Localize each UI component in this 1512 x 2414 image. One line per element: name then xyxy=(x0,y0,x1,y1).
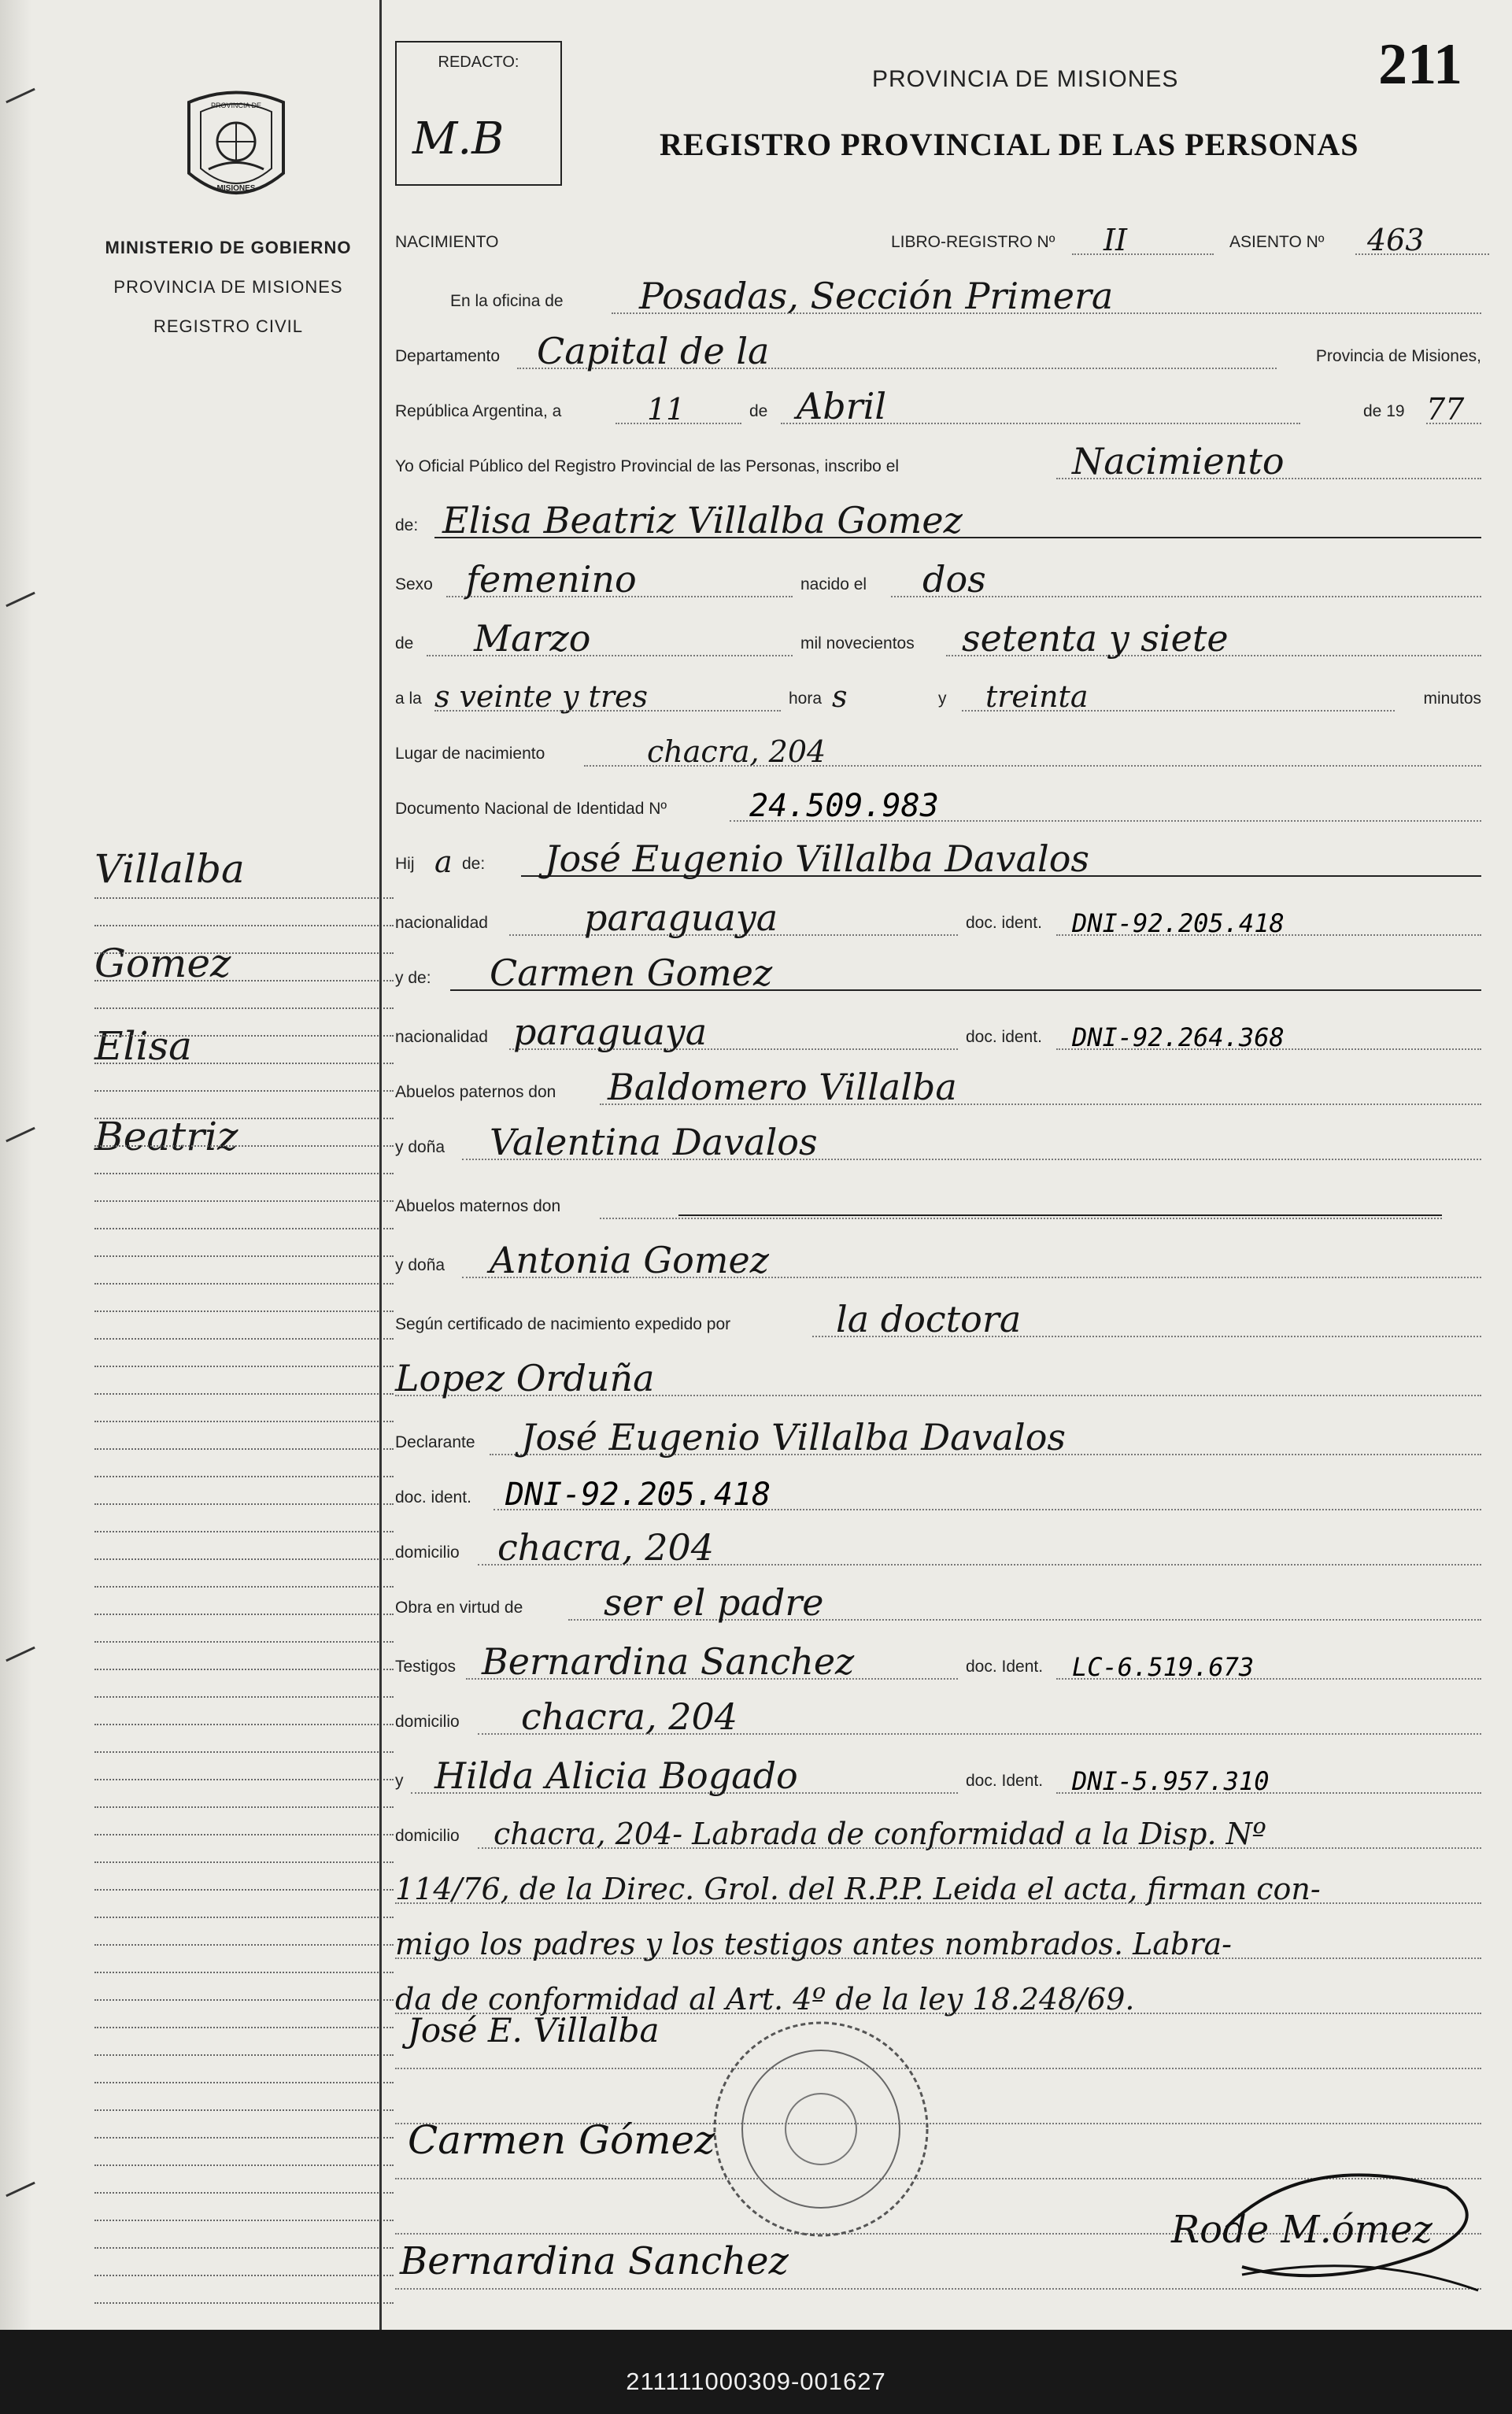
sidebar-ruled-line xyxy=(94,1972,394,1973)
father-nationality-row xyxy=(395,893,1481,941)
crest-label-top: PROVINCIA DE xyxy=(210,102,262,109)
and-of-label: y de: xyxy=(395,969,431,987)
note-line-3: da de conformidad al Art. 4º de la ley 18.248/69. xyxy=(395,1982,1135,2017)
sidebar-ruled-line xyxy=(94,1861,394,1863)
birthplace-value: chacra, 204 xyxy=(647,734,826,769)
witness2-doc-label: doc. Ident. xyxy=(966,1772,1044,1790)
born-month-row xyxy=(395,614,1481,661)
sidebar-ruled-line xyxy=(94,1669,394,1670)
province-heading: PROVINCIA DE MISIONES xyxy=(113,277,343,297)
witness2-prefix: y xyxy=(395,1772,404,1790)
binding-edge xyxy=(0,0,31,2330)
civil-registry-heading: REGISTRO CIVIL xyxy=(153,316,304,336)
witness1-domicile: chacra, 204 xyxy=(521,1695,738,1738)
witnesses-label: Testigos xyxy=(395,1658,457,1676)
sidebar-ruled-line xyxy=(94,1173,394,1174)
sidebar-ruled-line xyxy=(94,1118,394,1119)
sex-label: Sexo xyxy=(395,575,433,593)
sidebar-ruled-line xyxy=(94,1228,394,1229)
sidebar-ruled-line xyxy=(94,1696,394,1698)
father-doc: DNI-92.205.418 xyxy=(1072,908,1285,938)
child-of-suffix: a xyxy=(434,845,453,879)
sidebar-ruled-line xyxy=(94,1751,394,1753)
witness2-domicile-row xyxy=(395,1806,1481,1854)
born-day-value: dos xyxy=(922,558,986,601)
paternal-grandfather-row xyxy=(395,1063,1481,1110)
sidebar-ruled-line xyxy=(94,1255,394,1257)
sidebar-ruled-line xyxy=(94,1448,394,1450)
witness2-name: Hilda Alicia Bogado xyxy=(434,1754,798,1797)
record-header-row xyxy=(395,213,1481,260)
mother-nationality-row xyxy=(395,1007,1481,1055)
declarant-doc-label: doc. ident. xyxy=(395,1488,471,1506)
province-crest-icon xyxy=(177,87,295,213)
birthplace-row xyxy=(395,724,1481,771)
sidebar-ruled-line xyxy=(94,2137,394,2139)
page-number: 211 xyxy=(1378,32,1462,97)
crest-label-bottom: MISIONES xyxy=(216,184,256,193)
sidebar-ruled-line xyxy=(94,2109,394,2111)
sidebar-ruled-line xyxy=(94,1007,394,1009)
department-value: Capital de la xyxy=(537,330,770,372)
witness1-doc-label: doc. Ident. xyxy=(966,1658,1044,1676)
given-name-1: Elisa xyxy=(94,1023,192,1069)
sidebar-ruled-line xyxy=(94,1641,394,1643)
office-label: En la oficina de xyxy=(450,292,564,310)
note-row-1 xyxy=(395,1861,1481,1909)
declarant-domicile-row xyxy=(395,1523,1481,1570)
declarant-value: José Eugenio Villalba Davalos xyxy=(521,1416,1067,1458)
sidebar-ruled-line xyxy=(94,1338,394,1340)
acting-label: Obra en virtud de xyxy=(395,1599,523,1617)
certificate-value-2: Lopez Orduña xyxy=(395,1357,655,1399)
child-name-row xyxy=(395,496,1481,543)
note-row-2 xyxy=(395,1917,1481,1964)
father-nationality-label: nacionalidad xyxy=(395,914,488,932)
sidebar-ruled-line xyxy=(94,1999,394,2001)
note-line-2: migo los padres y los testigos antes nombrados. Labra- xyxy=(395,1927,1232,1961)
witness1-domicile-row xyxy=(395,1692,1481,1739)
born-year-value: setenta y siete xyxy=(962,617,1229,660)
officer-signature-flourish-icon xyxy=(1211,2157,1486,2298)
republic-label: República Argentina, a xyxy=(395,402,562,420)
born-month-value: Marzo xyxy=(474,617,591,660)
acting-value: ser el padre xyxy=(604,1581,824,1624)
mother-doc: DNI-92.264.368 xyxy=(1072,1022,1285,1052)
sidebar-ruled-line xyxy=(94,2302,394,2304)
mother-nationality-label: nacionalidad xyxy=(395,1028,488,1046)
at-label: a la xyxy=(395,689,422,708)
paternal-label: Abuelos paternos don xyxy=(395,1083,556,1101)
born-label: nacido el xyxy=(800,575,867,593)
witness1-name: Bernardina Sanchez xyxy=(482,1640,855,1683)
hours-suffix: s xyxy=(832,679,848,714)
inscription-value: Nacimiento xyxy=(1072,440,1285,482)
sidebar-ruled-line xyxy=(94,1035,394,1037)
certificate-row-2 xyxy=(395,1354,1481,1401)
registry-title: REGISTRO PROVINCIAL DE LAS PERSONAS xyxy=(660,127,1359,162)
sidebar-ruled-line xyxy=(94,1779,394,1780)
sidebar-ruled-line xyxy=(94,2082,394,2083)
maternal-grandmother-row xyxy=(395,1236,1481,1283)
officer-text: Yo Oficial Público del Registro Provincial de las Personas, inscribo el xyxy=(395,457,900,475)
sidebar-ruled-line xyxy=(94,1834,394,1835)
month-value: Abril xyxy=(797,385,887,427)
mother-nationality: paraguaya xyxy=(513,1011,708,1053)
sidebar-ruled-line xyxy=(94,1917,394,1918)
paternal-grandfather: Baldomero Villalba xyxy=(608,1066,957,1108)
ministry-heading: MINISTERIO DE GOBIERNO xyxy=(105,238,352,257)
note-line-1: 114/76, de la Direc. Grol. del R.P.P. Leida el acta, firman con- xyxy=(395,1872,1321,1906)
date-row xyxy=(395,382,1481,429)
sidebar-ruled-line xyxy=(94,1366,394,1367)
sidebar-ruled-line xyxy=(94,1200,394,1202)
sidebar-ruled-line xyxy=(94,952,394,954)
officer-row xyxy=(395,437,1481,484)
declarant-doc-row xyxy=(395,1468,1481,1515)
acting-row xyxy=(395,1578,1481,1625)
dni-label: Documento Nacional de Identidad Nº xyxy=(395,800,667,818)
declarant-domicile: chacra, 204 xyxy=(497,1526,715,1569)
of-label: de: xyxy=(395,516,419,534)
sidebar-ruled-line xyxy=(94,1393,394,1395)
hours-label: hora xyxy=(789,689,823,708)
record-type-label: NACIMIENTO xyxy=(395,233,499,251)
sidebar-ruled-line xyxy=(94,1476,394,1477)
witness1-domicile-label: domicilio xyxy=(395,1713,460,1731)
time-row xyxy=(395,669,1481,716)
mother-row xyxy=(395,948,1481,996)
maternal-label: Abuelos maternos don xyxy=(395,1197,561,1215)
father-doc-label: doc. ident. xyxy=(966,914,1042,932)
sidebar xyxy=(31,0,378,2330)
witness2-doc: DNI-5.957.310 xyxy=(1072,1766,1270,1796)
signature-witness: Bernardina Sanchez xyxy=(400,2239,789,2283)
declarant-domicile-label: domicilio xyxy=(395,1543,460,1562)
sidebar-ruled-line xyxy=(94,980,394,981)
surname-2: Gomez xyxy=(94,941,231,986)
surname-1: Villalba xyxy=(94,846,245,892)
witness1-doc: LC-6.519.673 xyxy=(1072,1652,1255,1682)
sidebar-ruled-line xyxy=(94,2247,394,2249)
year-value: 77 xyxy=(1426,392,1465,427)
sidebar-ruled-line xyxy=(94,1558,394,1560)
sidebar-ruled-line xyxy=(94,897,394,899)
signature-mother: Carmen Gómez xyxy=(408,2117,715,2163)
signature-father: José E. Villalba xyxy=(408,2011,660,2050)
document-id: 211111000309-001627 xyxy=(626,2368,886,2395)
signature-officer: Rode M.ómez xyxy=(1171,2208,1433,2252)
official-seal-icon xyxy=(707,2015,935,2243)
declarant-doc: DNI-92.205.418 xyxy=(505,1477,771,1513)
sidebar-ruled-line xyxy=(94,1806,394,1808)
child-of-label: Hij xyxy=(395,855,415,873)
sex-value: femenino xyxy=(466,558,637,601)
sidebar-ruled-line xyxy=(94,1944,394,1946)
paternal-grandmother: Valentina Davalos xyxy=(490,1121,818,1163)
redacto-value: M.B xyxy=(412,113,505,165)
day-value: 11 xyxy=(647,392,686,427)
sidebar-ruled-line xyxy=(94,1145,394,1147)
sidebar-ruled-line xyxy=(94,2027,394,2028)
child-name: Elisa Beatriz Villalba Gomez xyxy=(442,499,963,542)
witness2-domicile-label: domicilio xyxy=(395,1827,460,1845)
sidebar-ruled-line xyxy=(94,1724,394,1725)
dni-row xyxy=(395,779,1481,826)
department-label: Departamento xyxy=(395,347,501,365)
certificate-label: Según certificado de nacimiento expedido por xyxy=(395,1315,731,1333)
sidebar-ruled-line xyxy=(94,1421,394,1422)
province-title: PROVINCIA DE MISIONES xyxy=(872,66,1179,92)
minutes-value: treinta xyxy=(985,679,1089,714)
sidebar-ruled-line xyxy=(94,1311,394,1312)
mother-name: Carmen Gomez xyxy=(490,952,773,994)
year-label: de 19 xyxy=(1363,402,1405,420)
witness2-domicile: chacra, 204- Labrada de conformidad a la Disp. Nº xyxy=(494,1817,1266,1851)
registry-form xyxy=(384,0,1494,2330)
father-nationality: paraguaya xyxy=(584,896,778,939)
dni-value: 24.509.983 xyxy=(749,788,939,824)
book-value: II xyxy=(1104,223,1128,257)
province-suffix: Provincia de Misiones, xyxy=(1315,347,1481,365)
declarant-row xyxy=(395,1413,1481,1460)
witness2-row xyxy=(395,1751,1481,1798)
sidebar-ruled-line xyxy=(94,1889,394,1891)
redacto-label: REDACTO: xyxy=(438,54,519,71)
sidebar-ruled-line xyxy=(94,2192,394,2194)
given-name-2: Beatriz xyxy=(94,1114,238,1159)
sidebar-ruled-line xyxy=(94,2275,394,2276)
birthplace-label: Lugar de nacimiento xyxy=(395,745,545,763)
sidebar-ruled-line xyxy=(94,1614,394,1615)
thousand-label: mil novecientos xyxy=(800,634,915,652)
entry-value: 463 xyxy=(1367,223,1425,257)
paternal-grandmother-row xyxy=(395,1118,1481,1165)
redacto-box xyxy=(395,41,562,186)
certificate-row xyxy=(395,1295,1481,1342)
office-row xyxy=(395,272,1481,319)
father-name: José Eugenio Villalba Davalos xyxy=(545,837,1090,880)
sidebar-ruled-line xyxy=(94,1531,394,1532)
and-label: y xyxy=(938,689,947,708)
maternal-grandfather-row xyxy=(395,1177,1481,1224)
book-label: LIBRO-REGISTRO Nº xyxy=(891,233,1055,251)
paternal-dona-label: y doña xyxy=(395,1138,445,1156)
sidebar-ruled-line xyxy=(94,1283,394,1285)
sidebar-ruled-line xyxy=(94,1063,394,1064)
sidebar-ruled-line xyxy=(94,1503,394,1505)
minutes-label: minutos xyxy=(1423,689,1481,708)
declarant-label: Declarante xyxy=(395,1433,475,1451)
sex-row xyxy=(395,555,1481,602)
witness1-row xyxy=(395,1637,1481,1684)
month-label: de xyxy=(395,634,414,652)
office-value: Posadas, Sección Primera xyxy=(639,275,1114,317)
column-divider xyxy=(379,0,382,2330)
sidebar-ruled-line xyxy=(94,1090,394,1092)
de-label: de xyxy=(749,402,768,420)
hours-value: s veinte y tres xyxy=(434,679,648,714)
mother-doc-label: doc. ident. xyxy=(966,1028,1042,1046)
entry-label: ASIENTO Nº xyxy=(1229,233,1325,251)
maternal-dona-label: y doña xyxy=(395,1256,445,1274)
sidebar-ruled-line xyxy=(94,925,394,926)
child-of-de: de: xyxy=(462,855,486,873)
sidebar-ruled-line xyxy=(94,2054,394,2056)
certificate-value: la doctora xyxy=(836,1298,1022,1340)
department-row xyxy=(395,327,1481,374)
sidebar-ruled-line xyxy=(94,1586,394,1588)
sidebar-ruled-line xyxy=(94,2164,394,2166)
father-row xyxy=(395,834,1481,882)
maternal-grandmother: Antonia Gomez xyxy=(490,1239,769,1281)
sidebar-ruled-line xyxy=(94,2220,394,2221)
